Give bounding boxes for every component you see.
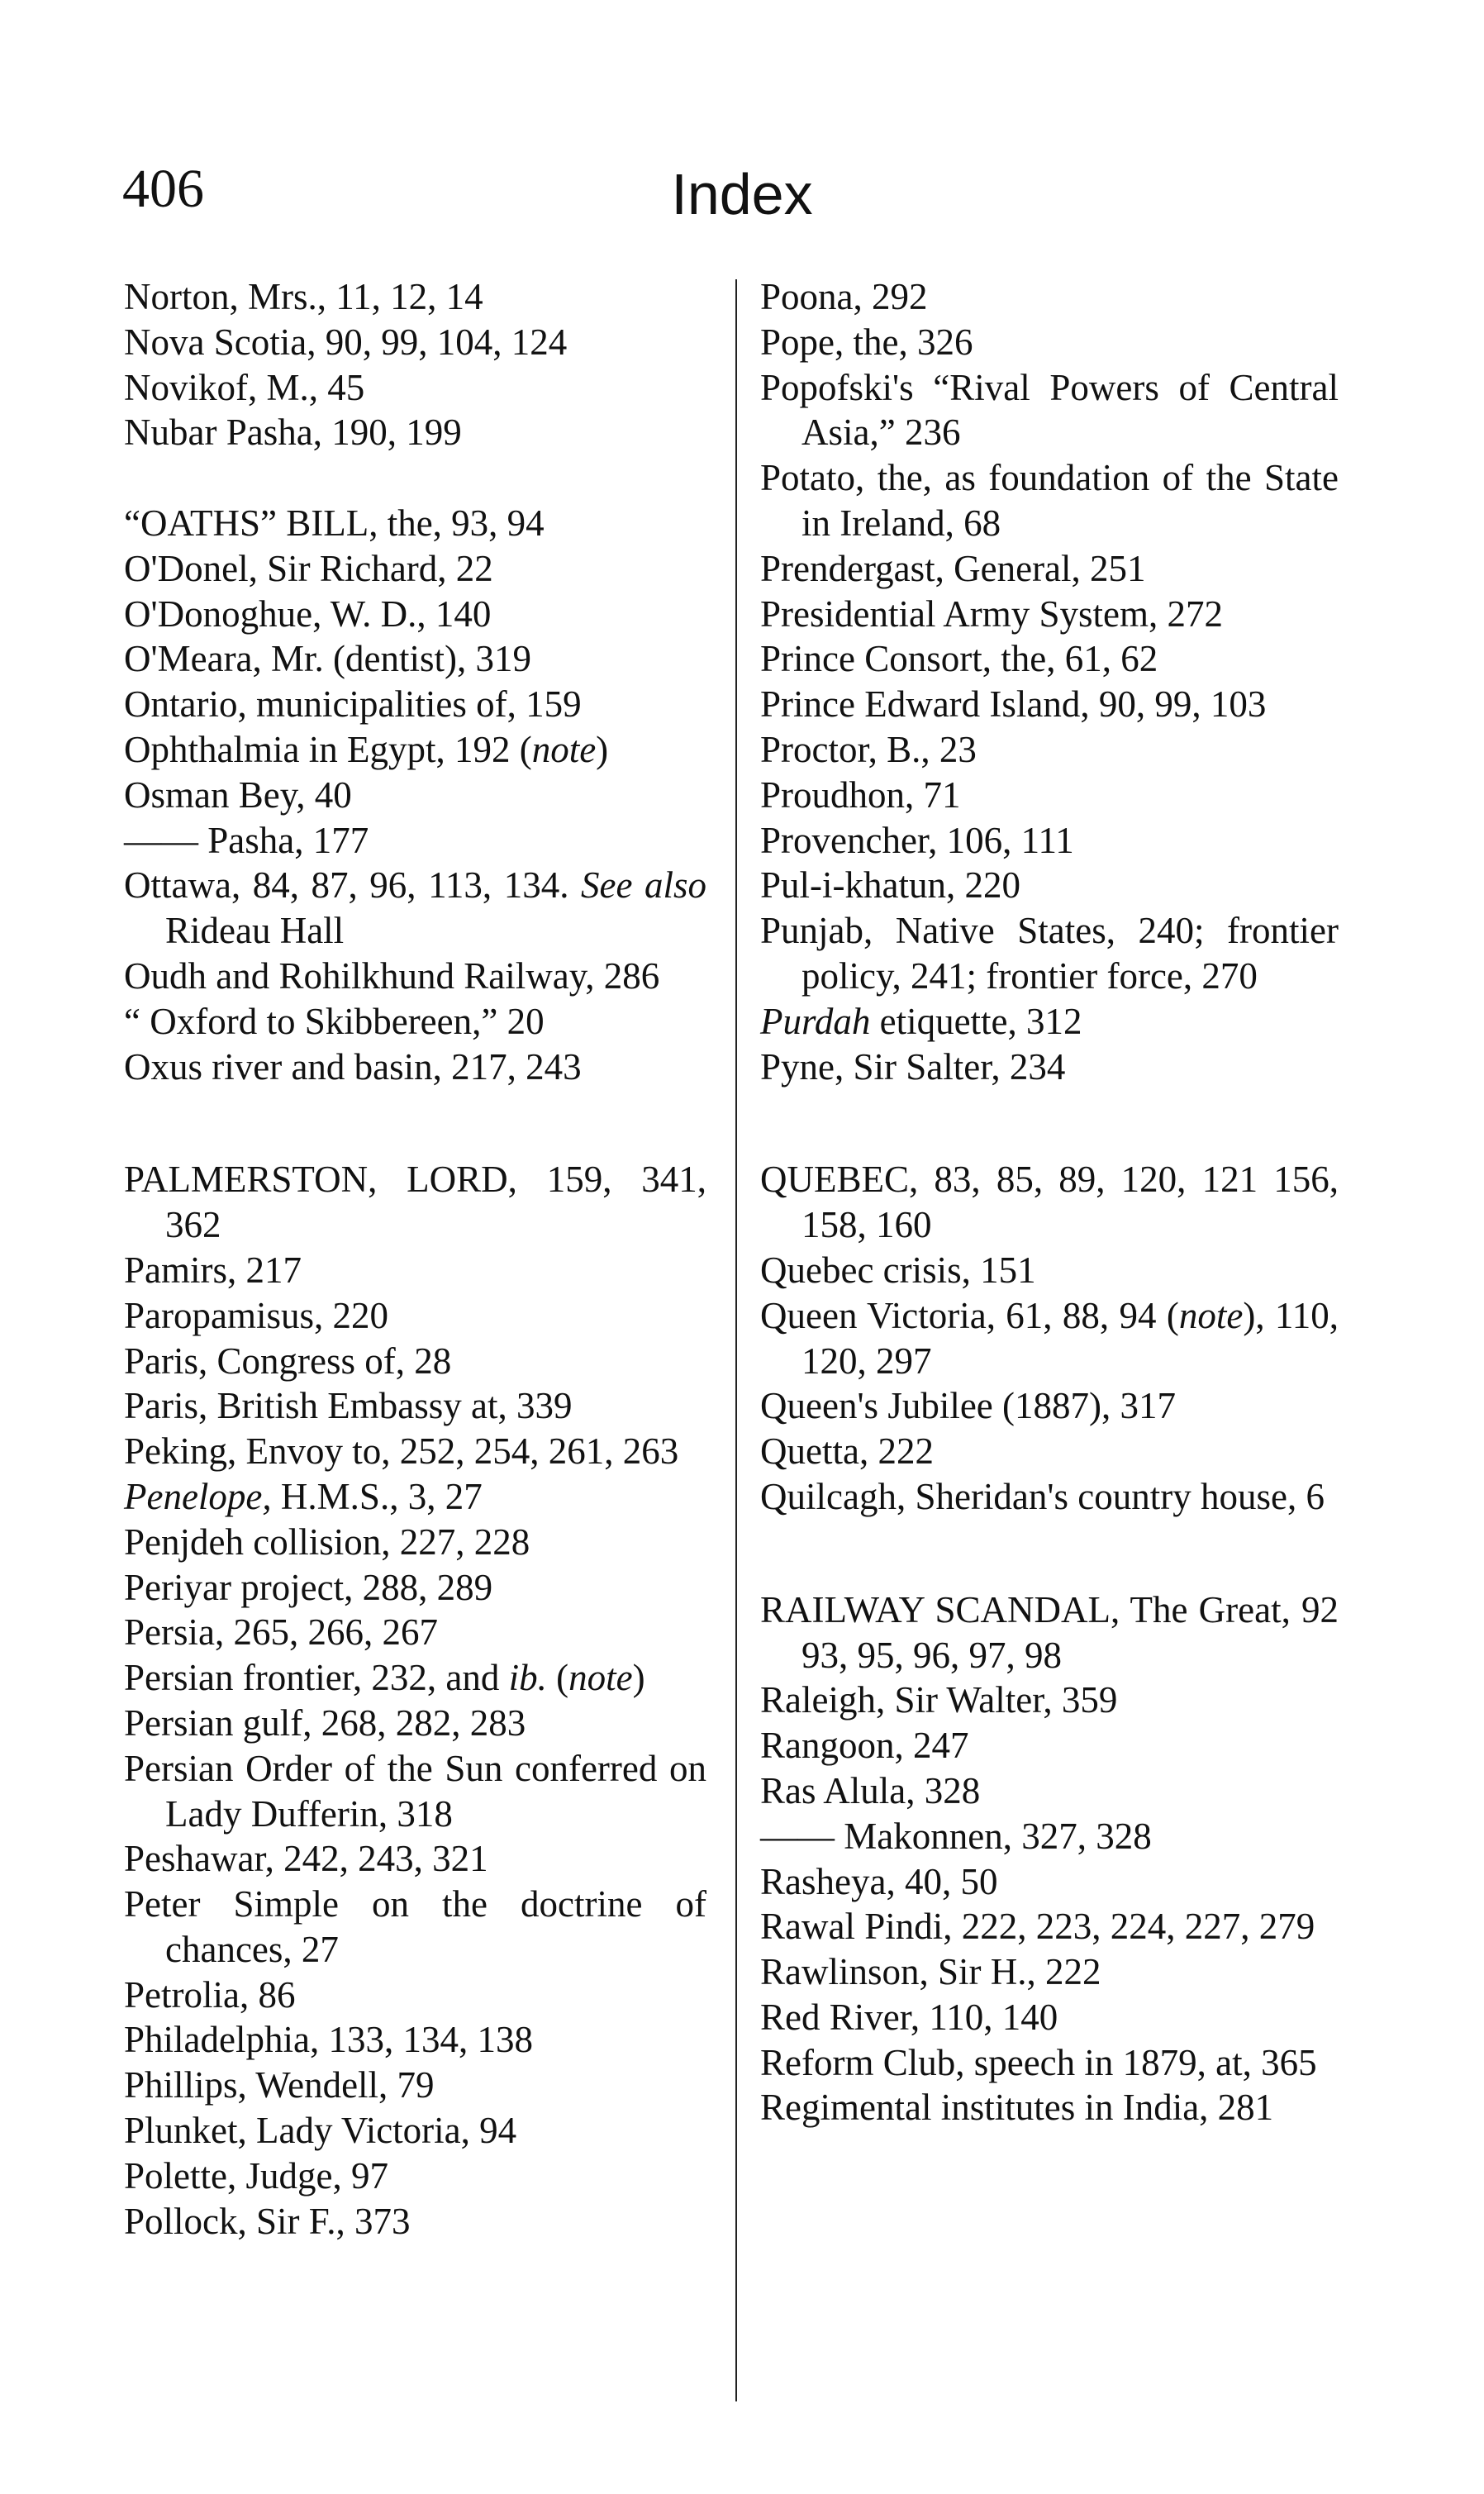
entry-text: Ottawa, 84, 87, 96, 113, 134. bbox=[124, 864, 581, 907]
entry-heading-smallcaps: PALMERSTON, LORD, bbox=[124, 1159, 517, 1201]
see-also-reference: See also bbox=[581, 864, 706, 907]
index-entry: Peking, Envoy to, 252, 254, 261, 263 bbox=[124, 1430, 679, 1473]
ibid-marker: ib. bbox=[508, 1657, 547, 1699]
index-entry: Potato, the, as foundation of the State in Ireland, 68 bbox=[760, 457, 1339, 544]
index-entry: Reform Club, speech in 1879, at, 365 bbox=[760, 2041, 1317, 2083]
section-gap bbox=[760, 1520, 1339, 1587]
index-entry: Persia, 265, 266, 267 bbox=[124, 1611, 438, 1654]
index-entry: Punjab, Native States, 240; frontier policy, 241; frontier force, 270 bbox=[760, 910, 1339, 997]
index-entry: Prince Consort, the, 61, 62 bbox=[760, 638, 1158, 680]
note-marker: note bbox=[531, 728, 597, 770]
page-title: Index bbox=[671, 162, 813, 226]
index-entry: Philadelphia, 133, 134, 138 bbox=[124, 2019, 533, 2061]
index-entry: Pul-i-khatun, 220 bbox=[760, 864, 1020, 907]
index-entry: Ontario, municipalities of, 159 bbox=[124, 683, 582, 726]
section-gap bbox=[124, 455, 706, 501]
entry-text: ) bbox=[632, 1657, 645, 1699]
index-subentry: —— Makonnen, 327, 328 bbox=[760, 1815, 1152, 1857]
index-entry: Phillips, Wendell, 79 bbox=[124, 2064, 435, 2106]
index-entry bbox=[124, 727, 706, 773]
index-entry: Raleigh, Sir Walter, 359 bbox=[760, 1679, 1118, 1721]
index-entry bbox=[124, 1474, 706, 1520]
index-entry: Rawal Pindi, 222, 223, 224, 227, 279 bbox=[760, 1906, 1315, 1948]
entry-heading-smallcaps: QUEBEC, bbox=[760, 1159, 919, 1201]
index-entry: Poona, 292 bbox=[760, 276, 928, 317]
index-entry: Polette, Judge, 97 bbox=[124, 2154, 388, 2197]
index-entry bbox=[760, 1157, 1339, 1248]
index-entry bbox=[760, 999, 1339, 1045]
index-entry: Regimental institutes in India, 281 bbox=[760, 2087, 1274, 2129]
index-entry: Rawlinson, Sir H., 222 bbox=[760, 1951, 1101, 1993]
entry-text: ( bbox=[546, 1657, 569, 1699]
index-entry: Peshawar, 242, 243, 321 bbox=[124, 1838, 488, 1880]
entry-text: Rideau Hall bbox=[165, 910, 345, 952]
entry-heading-smallcaps: “OATHS” BILL, bbox=[124, 502, 378, 544]
index-entry: Peter Simple on the doctrine of chances, 27 bbox=[124, 1883, 706, 1970]
entry-locators: The Great, 92 93, 95, 96, 97, 98 bbox=[801, 1588, 1339, 1676]
index-entry: Periyar project, 288, 289 bbox=[124, 1566, 493, 1608]
index-entry bbox=[124, 1157, 706, 1248]
entry-locators: the, 93, 94 bbox=[378, 502, 545, 544]
note-marker: note bbox=[568, 1657, 633, 1699]
index-entry: Quetta, 222 bbox=[760, 1430, 934, 1473]
foreign-term: Purdah bbox=[760, 1000, 871, 1042]
entry-text: ) bbox=[596, 728, 609, 770]
index-entry: O'Donoghue, W. D., 140 bbox=[124, 593, 492, 635]
index-column-right bbox=[760, 274, 1339, 2130]
section-gap bbox=[760, 1089, 1339, 1157]
entry-text: etiquette, 312 bbox=[870, 1000, 1082, 1042]
index-entry: Quilcagh, Sheridan's country house, 6 bbox=[760, 1475, 1325, 1517]
page-number: 406 bbox=[122, 159, 204, 219]
index-entry: Oudh and Rohilkhund Railway, 286 bbox=[124, 954, 660, 997]
index-entry: Penjdeh collision, 227, 228 bbox=[124, 1521, 530, 1563]
index-entry: Prince Edward Island, 90, 99, 103 bbox=[760, 683, 1267, 726]
index-entry: Paropamisus, 220 bbox=[124, 1294, 388, 1336]
index-entry: Quebec crisis, 151 bbox=[760, 1249, 1036, 1291]
index-entry: Provencher, 106, 111 bbox=[760, 819, 1074, 861]
index-entry: Proctor, B., 23 bbox=[760, 728, 977, 770]
entry-locators: 159, 341, 362 bbox=[165, 1159, 707, 1246]
index-entry: O'Meara, Mr. (dentist), 319 bbox=[124, 638, 532, 680]
ship-name: Penelope, bbox=[124, 1475, 272, 1517]
entry-locators: 83, 85, 89, 120, 121 156, 158, 160 bbox=[801, 1159, 1339, 1246]
index-entry: Nubar Pasha, 190, 199 bbox=[124, 412, 462, 454]
index-entry: Popofski's “Rival Powers of Central Asia,” 236 bbox=[760, 366, 1339, 454]
index-entry bbox=[124, 1655, 706, 1701]
index-entry: Red River, 110, 140 bbox=[760, 1996, 1058, 2038]
entry-text: H.M.S., 3, 27 bbox=[271, 1475, 483, 1517]
index-entry: Proudhon, 71 bbox=[760, 773, 961, 816]
index-entry bbox=[124, 863, 706, 954]
index-entry: Persian gulf, 268, 282, 283 bbox=[124, 1702, 526, 1744]
index-entry: Oxus river and basin, 217, 243 bbox=[124, 1045, 582, 1088]
entry-text: ), 110, 120, 297 bbox=[801, 1294, 1339, 1382]
index-entry: Plunket, Lady Victoria, 94 bbox=[124, 2110, 517, 2152]
column-divider bbox=[735, 279, 737, 2401]
note-marker: note bbox=[1178, 1294, 1244, 1336]
entry-text: Queen Victoria, 61, 88, 94 ( bbox=[760, 1294, 1179, 1336]
index-entry: Ras Alula, 328 bbox=[760, 1769, 981, 1811]
index-entry: O'Donel, Sir Richard, 22 bbox=[124, 547, 493, 589]
index-entry: Novikof, M., 45 bbox=[124, 366, 365, 408]
index-entry: Persian Order of the Sun conferred on Lady Dufferin, 318 bbox=[124, 1747, 706, 1835]
index-entry: Queen's Jubilee (1887), 317 bbox=[760, 1385, 1176, 1427]
index-entry: Presidential Army System, 272 bbox=[760, 593, 1223, 635]
index-entry: Petrolia, 86 bbox=[124, 1973, 296, 2016]
index-column-left bbox=[124, 274, 706, 2244]
index-entry: Norton, Mrs., 11, 12, 14 bbox=[124, 276, 483, 317]
index-entry bbox=[760, 1587, 1339, 1678]
index-entry: Rasheya, 40, 50 bbox=[760, 1860, 998, 1902]
index-entry bbox=[124, 501, 706, 546]
index-entry: “ Oxford to Skibbereen,” 20 bbox=[124, 1000, 545, 1042]
index-entry: Paris, Congress of, 28 bbox=[124, 1340, 452, 1382]
index-entry: Osman Bey, 40 bbox=[124, 773, 352, 816]
index-entry: Pope, the, 326 bbox=[760, 321, 973, 363]
index-entry: Rangoon, 247 bbox=[760, 1725, 969, 1767]
index-entry: Pyne, Sir Salter, 234 bbox=[760, 1045, 1066, 1088]
index-subentry: —— Pasha, 177 bbox=[124, 819, 369, 861]
index-entry: Nova Scotia, 90, 99, 104, 124 bbox=[124, 321, 568, 363]
index-entry: Pamirs, 217 bbox=[124, 1249, 302, 1291]
index-entry: Paris, British Embassy at, 339 bbox=[124, 1385, 573, 1427]
index-entry: Prendergast, General, 251 bbox=[760, 547, 1146, 589]
index-entry: Pollock, Sir F., 373 bbox=[124, 2200, 411, 2242]
entry-text: Ophthalmia in Egypt, 192 ( bbox=[124, 728, 532, 770]
entry-text: Persian frontier, 232, and bbox=[124, 1657, 509, 1699]
index-entry bbox=[760, 1293, 1339, 1384]
entry-heading-smallcaps: RAILWAY SCANDAL, bbox=[760, 1588, 1120, 1630]
section-gap bbox=[124, 1089, 706, 1157]
